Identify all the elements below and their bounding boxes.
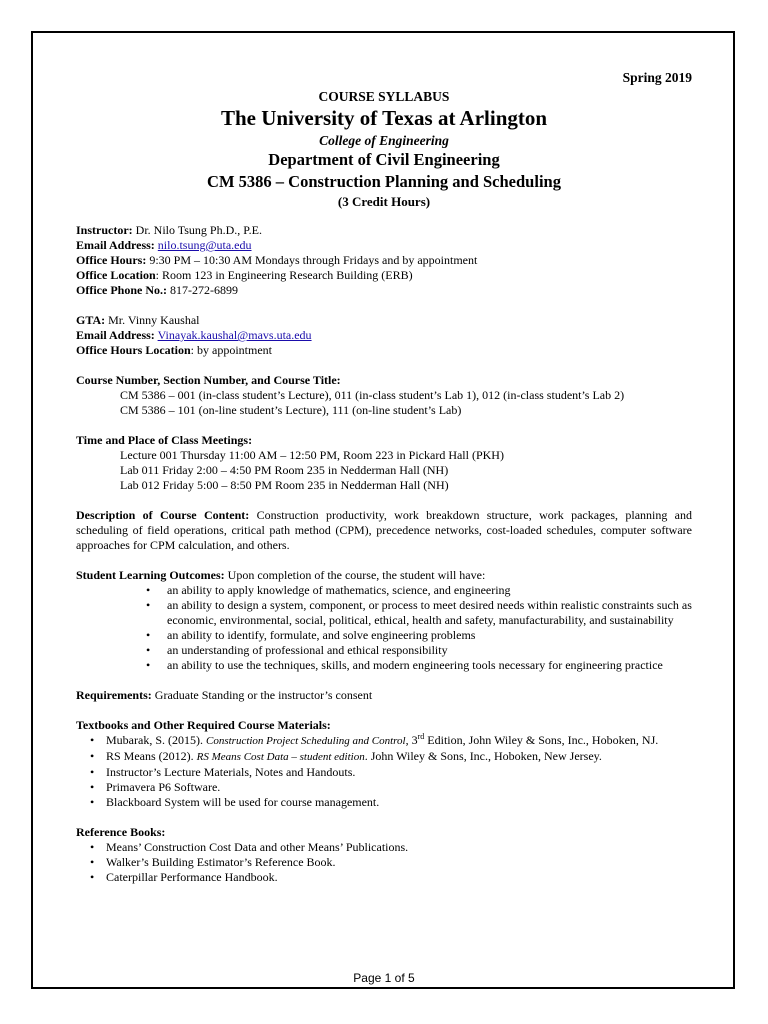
gta-hours-line: [76, 343, 692, 358]
course-title: CM 5386 – Construction Planning and Scheduling: [207, 172, 561, 191]
meeting-line: Lab 011 Friday 2:00 – 4:50 PM Room 235 in Nedderman Hall (NH): [120, 463, 449, 477]
bullet-icon: •: [90, 840, 95, 854]
office-location-value: : Room 123 in Engineering Research Building (ERB): [155, 268, 413, 282]
instructor-label: Instructor:: [76, 223, 133, 237]
syllabus-label: COURSE SYLLABUS: [318, 89, 450, 104]
office-hours-value: 9:30 PM – 10:30 AM Mondays through Fridays and by appointment: [149, 253, 478, 267]
textbooks-heading: Textbooks and Other Required Course Materials:: [76, 718, 331, 732]
outcomes-list: [76, 583, 692, 673]
bullet-icon: •: [146, 598, 151, 612]
instructor-name: Dr. Nilo Tsung Ph.D., P.E.: [135, 223, 262, 237]
meeting-line: Lecture 001 Thursday 11:00 AM – 12:50 PM, Room 223 in Pickard Hall (PKH): [120, 448, 504, 462]
bullet-icon: •: [90, 870, 95, 884]
college-name: College of Engineering: [319, 133, 449, 148]
gta-hours-label: Office Hours Location: [76, 343, 191, 357]
gta-hours-value: : by appointment: [190, 343, 272, 357]
list-item: • RS Means (2012). RS Means Cost Data – student edition. John Wiley & Sons, Inc., Hoboken, New Jersey.: [90, 749, 602, 763]
office-phone-line: [76, 283, 692, 298]
instructor-email-label: Email Address:: [76, 238, 155, 252]
requirements-text: Graduate Standing or the instructor’s consent: [154, 688, 373, 702]
list-item: • an ability to use the techniques, skills, and modern engineering tools necessary for engineering practice: [146, 658, 663, 672]
office-phone-label: Office Phone No.:: [76, 283, 167, 297]
list-item: • Instructor’s Lecture Materials, Notes and Handouts.: [90, 765, 356, 779]
bullet-icon: •: [90, 795, 95, 809]
requirements-line: [76, 688, 692, 703]
description-label: Description of Course Content:: [76, 508, 250, 522]
bullet-icon: •: [90, 749, 95, 763]
gta-name: Mr. Vinny Kaushal: [108, 313, 200, 327]
gta-email-link[interactable]: Vinayak.kaushal@mavs.uta.edu: [157, 328, 312, 342]
university-title: The University of Texas at Arlington: [220, 106, 548, 130]
office-hours-label: Office Hours:: [76, 253, 147, 267]
sections-heading: Course Number, Section Number, and Course Title:: [76, 373, 341, 387]
list-item: • Means’ Construction Cost Data and other Means’ Publications.: [90, 840, 409, 854]
requirements-label: Requirements:: [76, 688, 152, 702]
meeting-line: Lab 012 Friday 5:00 – 8:50 PM Room 235 in Nedderman Hall (NH): [120, 478, 449, 492]
credit-hours: (3 Credit Hours): [337, 194, 431, 209]
instructor-email-line: [76, 238, 692, 253]
gta-email-line: [76, 328, 692, 343]
textbooks-list: [76, 733, 692, 810]
list-item: • Walker’s Building Estimator’s Reference Book.: [90, 855, 336, 869]
list-item: • Primavera P6 Software.: [90, 780, 221, 794]
bullet-icon: •: [146, 658, 151, 672]
bullet-icon: •: [90, 855, 95, 869]
references-list: [76, 840, 692, 885]
gta-email-label: Email Address:: [76, 328, 155, 342]
office-hours-line: [76, 253, 692, 268]
office-phone-value: 817-272-6899: [169, 283, 238, 297]
section-line: CM 5386 – 001 (in-class student’s Lecture), 011 (in-class student’s Lab 1), 012 (in-class student’s Lab 2): [120, 388, 625, 402]
description-text: Construction productivity, work breakdown structure, work packages, planning and scheduling of field operations, critical path method (CPM), precedence networks, cost-loaded schedules, computer software approaches for CPM calculation, and others.: [76, 508, 693, 552]
meetings-heading: Time and Place of Class Meetings:: [76, 433, 253, 447]
list-item: • an ability to apply knowledge of mathematics, science, and engineering: [146, 583, 511, 597]
bullet-icon: •: [146, 643, 151, 657]
outcomes-intro-line: [76, 568, 692, 583]
textbook-title: RS Means Cost Data – student edition: [196, 751, 365, 763]
list-item: • Mubarak, S. (2015). Construction Project Scheduling and Control, 3rd Edition, John Wiley & Sons, Inc., Hoboken, NJ.: [90, 732, 659, 747]
office-location-line: [76, 268, 692, 283]
instructor-line: [76, 223, 692, 238]
outcomes-label: Student Learning Outcomes:: [76, 568, 225, 582]
bullet-icon: •: [90, 765, 95, 779]
list-item: • an understanding of professional and ethical responsibility: [146, 643, 448, 657]
gta-line: [76, 313, 692, 328]
references-heading: Reference Books:: [76, 825, 166, 839]
list-item: • an ability to identify, formulate, and solve engineering problems: [146, 628, 476, 642]
list-item: • Blackboard System will be used for course management.: [90, 795, 380, 809]
list-item: • an ability to design a system, component, or process to meet desired needs within realistic constraints such as economic, environmental, social, political, ethical, health and safety, manufacturability, and sustainability: [146, 598, 692, 627]
course-description: [76, 508, 692, 553]
outcomes-intro: Upon completion of the course, the student will have:: [227, 568, 486, 582]
bullet-icon: •: [146, 583, 151, 597]
gta-label: GTA:: [76, 313, 106, 327]
bullet-icon: •: [146, 628, 151, 642]
syllabus-body: [76, 223, 692, 885]
office-location-label: Office Location: [76, 268, 156, 282]
semester: Spring 2019: [622, 70, 692, 85]
department-name: Department of Civil Engineering: [268, 150, 500, 169]
page-number: Page 1 of 5: [353, 971, 415, 985]
list-item: • Caterpillar Performance Handbook.: [90, 870, 278, 884]
section-line: CM 5386 – 101 (on-line student’s Lecture), 111 (on-line student’s Lab): [120, 403, 462, 417]
bullet-icon: •: [90, 733, 95, 747]
bullet-icon: •: [90, 780, 95, 794]
textbook-title: Construction Project Scheduling and Control: [205, 735, 406, 747]
instructor-email-link[interactable]: nilo.tsung@uta.edu: [157, 238, 252, 252]
